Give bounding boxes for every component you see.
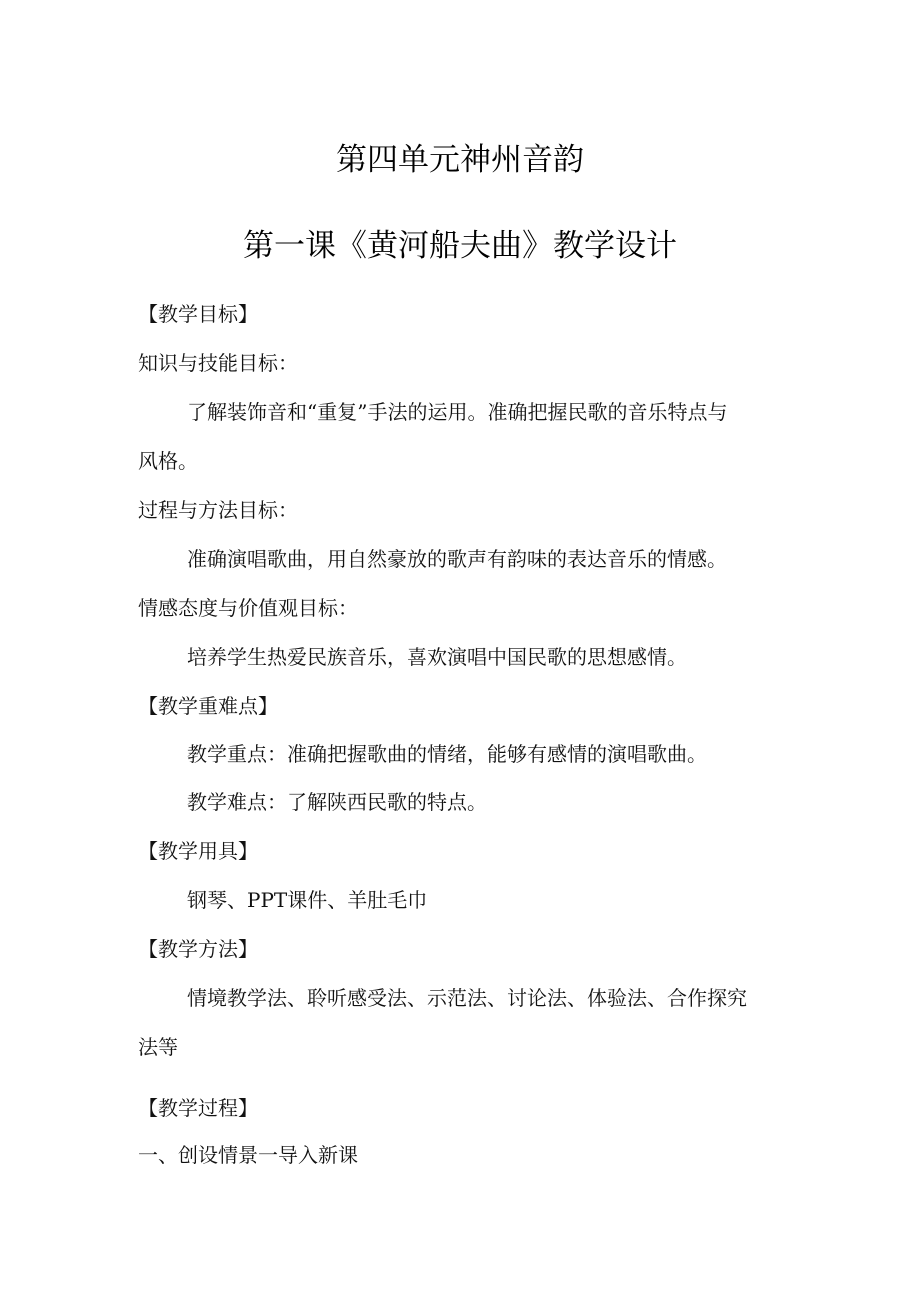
subheading-emotion-values: 情感态度与价值观目标：	[138, 596, 358, 620]
paragraph-teaching-methods-continued: 法等	[138, 1035, 178, 1059]
lesson-title: 第一课《黄河船夫曲》教学设计	[243, 228, 677, 264]
subheading-knowledge-skills: 知识与技能目标：	[138, 351, 298, 375]
paragraph-process-method: 准确演唱歌曲，用自然豪放的歌声有韵味的表达音乐的情感。	[187, 547, 727, 571]
paragraph-emotion-values: 培养学生热爱民族音乐，喜欢演唱中国民歌的思想感情。	[187, 645, 687, 669]
step-heading-introduction: 一、创设情景一导入新课	[138, 1143, 358, 1167]
section-heading-key-points: 【教学重难点】	[138, 694, 278, 718]
unit-title: 第四单元神州音韵	[336, 142, 584, 178]
section-heading-objectives: 【教学目标】	[138, 302, 258, 326]
section-heading-teaching-methods: 【教学方法】	[138, 937, 258, 961]
paragraph-teaching-tools: 钢琴、PPT课件、羊肚毛巾	[187, 888, 428, 912]
paragraph-teaching-methods: 情境教学法、聆听感受法、示范法、讨论法、体验法、合作探究	[187, 986, 747, 1010]
subheading-process-method: 过程与方法目标：	[138, 498, 298, 522]
section-heading-teaching-tools: 【教学用具】	[138, 839, 258, 863]
paragraph-key-point: 教学重点：准确把握歌曲的情绪，能够有感情的演唱歌曲。	[187, 742, 707, 766]
section-heading-teaching-process: 【教学过程】	[138, 1096, 258, 1120]
paragraph-knowledge-skills-continued: 风格。	[138, 449, 198, 473]
paragraph-knowledge-skills: 了解装饰音和“重复”手法的运用。准确把握民歌的音乐特点与	[187, 400, 728, 424]
paragraph-difficult-point: 教学难点：了解陕西民歌的特点。	[187, 790, 487, 814]
